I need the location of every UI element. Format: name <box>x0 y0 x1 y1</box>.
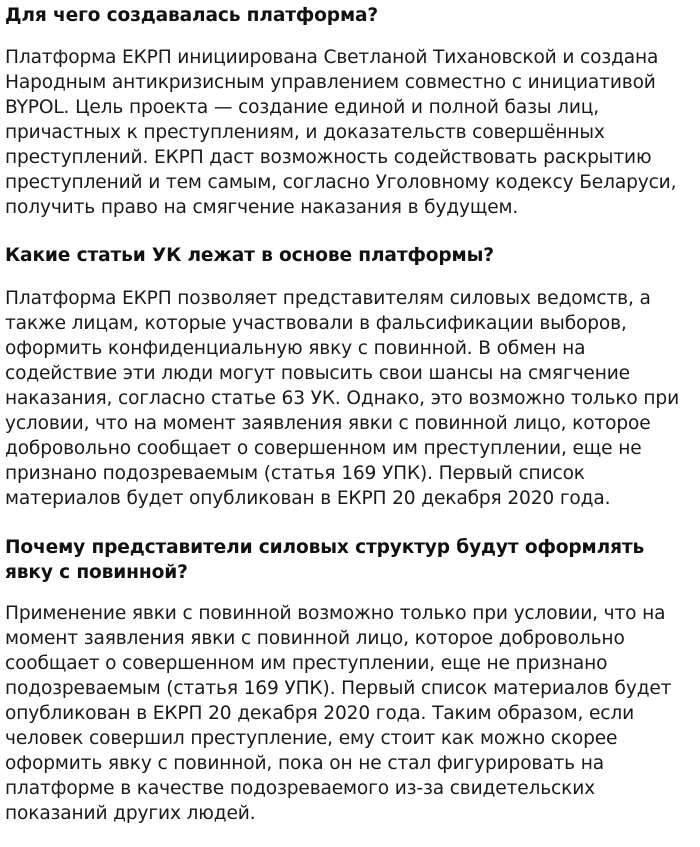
faq-question: Какие статьи УК лежат в основе платформы? <box>5 245 494 266</box>
faq-question: Для чего создавалась платформа? <box>5 5 379 26</box>
faq-answer: Применение явки с повинной возможно только при условии, что на момент заявления явки с повинной лицо, которое добровольно сообщает о совершенном им преступлении, еще не признано подозреваемым (статья 169 УПК). Первый список материалов будет опубликован в ЕКРП 20 декабря 2020 года. Таким образом, если человек совершил преступление, ему стоит как можно скорее оформить явку с повинной, пока он не стал фигурировать на платформе в качестве подозреваемого из-за свидетельских показаний других людей. <box>5 603 672 824</box>
faq-answer: Платформа ЕКРП позволяет представителям силовых ведомств, а также лицам, которые участвовали в фальсификации выборов, оформить конфиденциальную явку с повинной. В обмен на содействие эти люди могут повысить свои шансы на смягчение наказания, согласно статье 63 УК. Однако, это возможно только при условии, что на момент заявления явки с повинной лицо, которое добровольно сообщает о совершенном им преступлении, еще не признано подозреваемым (статья 169 УПК). Первый список материалов будет опубликован в ЕКРП 20 декабря 2020 года. <box>5 288 679 509</box>
faq-item <box>5 535 696 826</box>
faq-answer: Платформа ЕКРП инициирована Светланой Тихановской и создана Народным антикризисным управлением совместно с инициативой BYPOL. Цель проекта — создание единой и полной базы лиц, причастных к преступлениям, и доказательств совершённых преступлений. ЕКРП даст возможность содействовать раскрытию преступлений и тем самым, согласно Уголовному кодексу Беларуси, получить право на смягчение наказания в будущем. <box>5 47 677 218</box>
faq-item <box>5 243 696 511</box>
faq-item <box>5 0 696 220</box>
faq-question: Почему представители силовых структур будут оформлять явку с повинной? <box>5 537 645 583</box>
